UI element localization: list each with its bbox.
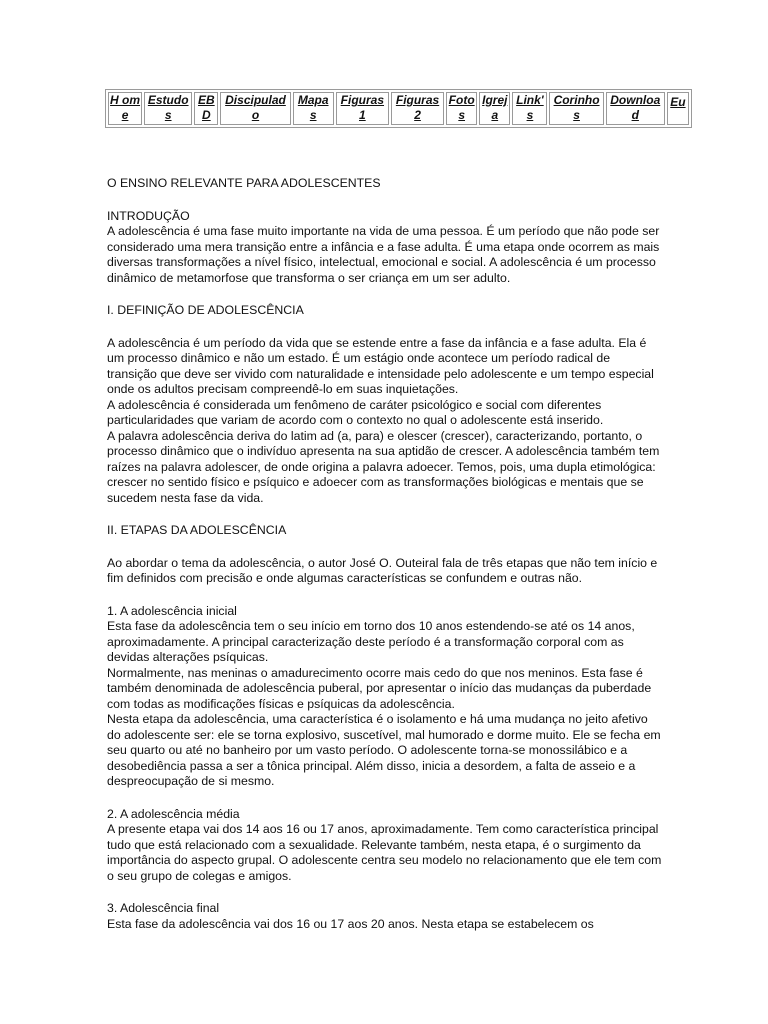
nav-cell-fotos	[446, 92, 477, 125]
stage1-paragraph-1: Esta fase da adolescência tem o seu início em torno dos 10 anos estendendo-se até os 14 anos, aproximadamente. A principal caracterização deste período é a transformação corporal com as devidas alterações psíquicas.	[107, 619, 635, 664]
intro-section	[107, 209, 662, 287]
nav-cell-eu	[667, 92, 689, 125]
stage1-section	[107, 604, 662, 790]
nav-cell-estudos	[144, 92, 192, 125]
nav-link-eu[interactable]: Eu	[670, 95, 686, 109]
nav-cell-ebd	[194, 92, 218, 125]
nav-link-mapas[interactable]: Mapa s	[297, 93, 329, 122]
nav-cell-igreja	[479, 92, 510, 125]
nav-link-fotos[interactable]: Foto s	[448, 93, 475, 122]
nav-cell-figuras-2	[391, 92, 444, 125]
intro-heading: INTRODUÇÃO	[107, 208, 190, 223]
nav-link-home[interactable]: H ome	[110, 93, 141, 122]
nav-cell-download	[606, 92, 665, 125]
section2-heading: II. ETAPAS DA ADOLESCÊNCIA	[107, 523, 287, 537]
stage1-heading: 1. A adolescência inicial	[107, 603, 237, 618]
article-body	[107, 176, 662, 932]
nav-link-discipulado[interactable]: Discipulad o	[225, 93, 286, 122]
stage1-paragraph-3: Nesta etapa da adolescência, uma característica é o isolamento e há uma mudança no jeito afetivo do adolescente ser: ele se torna explosivo, suscetível, mal humorado e dorme muito. Ele se fecha em seu quarto ou até no banheiro por um vasto período. O adolescente torna-se monossilábico e a desobediência passa a ser a tônica principal. Além disso, inicia a desordem, a falta de asseio e a despreocupação de si mesmo.	[107, 712, 661, 788]
nav-cell-corinhos	[549, 92, 603, 125]
nav-cell-mapas	[293, 92, 334, 125]
nav-cell-links	[512, 92, 547, 125]
nav-link-estudos[interactable]: Estudo s	[147, 93, 189, 122]
intro-text: A adolescência é uma fase muito importante na vida de uma pessoa. É um período que não pode ser considerado uma mera transição entre a infância e a fase adulta. É uma etapa onde ocorrem as mais diversas transformações a nível físico, intelectual, emocional e social. A adolescência é um processo dinâmico de metamorfose que transforma o ser criança em um ser adulto.	[107, 224, 660, 285]
nav-cell-home	[108, 92, 142, 125]
stage3-paragraph-1: Esta fase da adolescência vai dos 16 ou 17 aos 20 anos. Nesta etapa se estabelecem os	[107, 916, 594, 931]
stage2-paragraph-1: A presente etapa vai dos 14 aos 16 ou 17 anos, aproximadamente. Tem como característica principal tudo que está relacionado com a sexualidade. Relevante também, nesta etapa, é o surgimento da importância do aspecto grupal. O adolescente centra seu modelo no relacionamento que ele tem com o seu grupo de colegas e amigos.	[107, 822, 662, 883]
section1-heading: I. DEFINIÇÃO DE ADOLESCÊNCIA	[107, 303, 304, 317]
section1-paragraph-2: A adolescência é considerada um fenômeno de caráter psicológico e social com diferentes particularidades que variam de acordo com o contexto no qual o adolescente está inserido.	[107, 397, 604, 427]
stage2-heading: 2. A adolescência média	[107, 806, 240, 821]
stage3-heading: 3. Adolescência final	[107, 901, 220, 915]
stage1-paragraph-2: Normalmente, nas meninas o amadurecimento ocorre mais cedo do que nos meninos. Esta fase é também denominada de adolescência puberal, por apresentar o início das mudanças da puberdade com todas as modificações físicas e psíquicas da adolescência.	[107, 665, 652, 711]
nav-row	[108, 92, 689, 125]
site-nav-table	[105, 89, 692, 128]
article-title: O ENSINO RELEVANTE PARA ADOLESCENTES	[107, 176, 381, 190]
nav-link-ebd[interactable]: EB D	[197, 93, 215, 122]
section1-paragraph-1: A adolescência é um período da vida que se estende entre a fase da infância e a fase adulta. Ela é um processo dinâmico e não um estado. É um estágio onde acontece um período radical de transição que deve ser vivido com naturalidade e intensidade pelo adolescente e um tempo especial onde os adultos precisam compreendê-lo em suas inquietações.	[107, 335, 654, 396]
nav-link-download[interactable]: Downloa d	[610, 93, 661, 122]
nav-cell-discipulado	[220, 92, 290, 125]
nav-link-links[interactable]: Link' s	[516, 93, 544, 122]
nav-link-igreja[interactable]: Igrej a	[482, 93, 508, 122]
nav-link-figuras-2[interactable]: Figuras 2	[395, 93, 440, 122]
nav-link-figuras-1[interactable]: Figuras 1	[340, 93, 385, 122]
section1-paragraph-3: A palavra adolescência deriva do latim ad (a, para) e olescer (crescer), caracterizando, portanto, o processo dinâmico que o indivíduo apresenta na sua aptidão de crescer. A adolescência também tem raízes na palavra adolescer, de onde origina a palavra adoecer. Temos, pois, uma dupla etimológica: crescer no sentido físico e psíquico e adoecer com as transformações biológicas e mentais que se sucedem nesta fase da vida.	[107, 428, 660, 505]
section1-body	[107, 336, 662, 507]
stage2-section	[107, 807, 662, 885]
stage3-section	[107, 901, 662, 932]
section2-intro: Ao abordar o tema da adolescência, o autor José O. Outeiral fala de três etapas que não tem início e fim definidos com precisão e onde algumas características se confundem e outras não.	[107, 555, 658, 585]
nav-link-corinhos[interactable]: Corinho s	[553, 93, 600, 122]
nav-cell-figuras-1	[336, 92, 389, 125]
